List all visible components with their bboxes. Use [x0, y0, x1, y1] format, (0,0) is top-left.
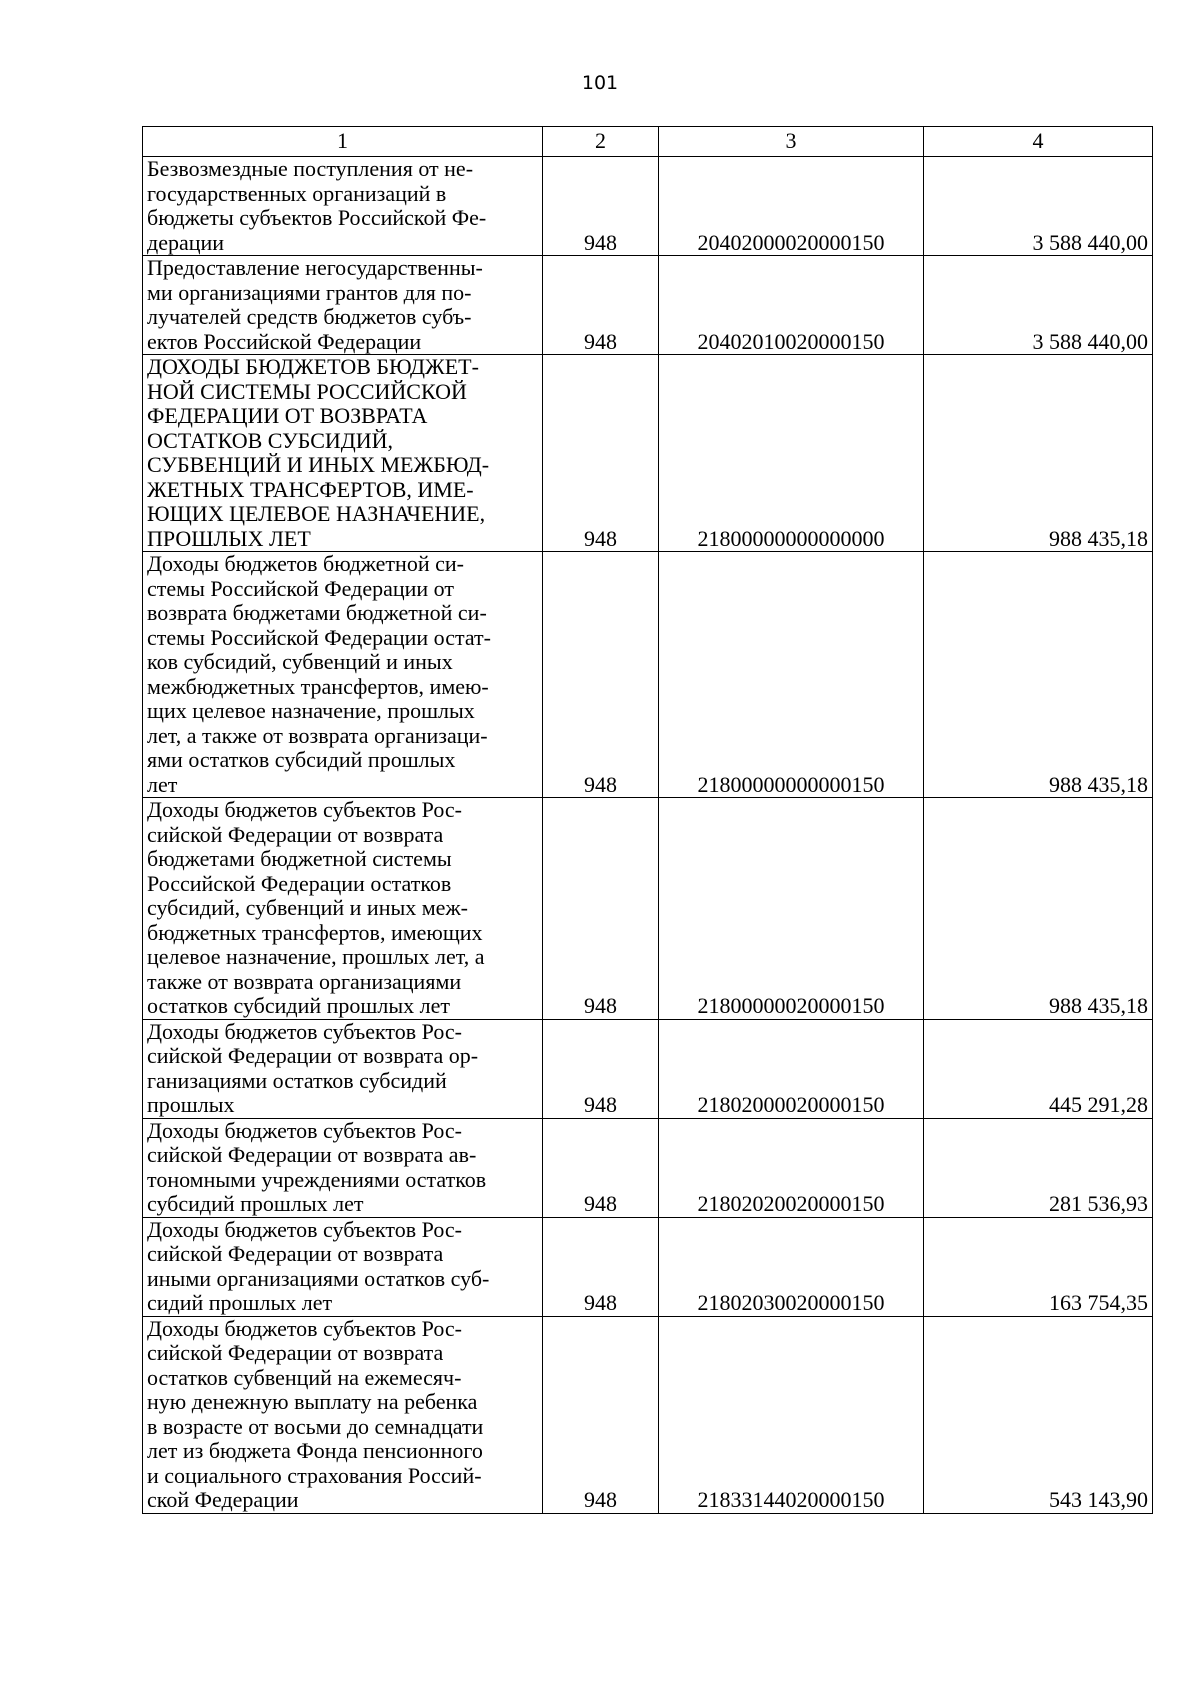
table-row	[143, 1118, 1153, 1217]
budget-code-cell: 21800000000000000	[659, 355, 924, 552]
table-row	[143, 552, 1153, 798]
revenue-name-line: сийской Федерации от возврата ав-	[147, 1142, 477, 1167]
revenue-name-cell	[143, 355, 543, 552]
revenue-name-line: ДОХОДЫ БЮДЖЕТОВ БЮДЖЕТ-	[147, 354, 479, 379]
revenue-name-line: лучателей средств бюджетов субъ-	[147, 304, 472, 329]
page-number: 101	[581, 72, 619, 94]
revenue-name-line: сийской Федерации от возврата ор-	[147, 1043, 479, 1068]
revenue-name-line: ми организациями грантов для по-	[147, 279, 472, 305]
budget-code-cell: 20402010020000150	[659, 256, 924, 355]
column-header-3: 3	[659, 127, 924, 157]
revenue-name-line: тономными учреждениями остатков	[147, 1166, 487, 1192]
revenue-name-cell	[143, 1019, 543, 1118]
revenue-name-line: сидий прошлых лет	[147, 1290, 333, 1315]
revenue-name-line: государственных организаций в	[147, 180, 447, 206]
admin-code-cell: 948	[543, 1118, 659, 1217]
column-header-4: 4	[924, 127, 1153, 157]
revenue-name-line: межбюджетных трансфертов, имею-	[147, 673, 489, 699]
amount-cell: 3 588 440,00	[924, 256, 1153, 355]
revenue-name-line: сийской Федерации от возврата	[147, 821, 444, 847]
amount-cell: 163 754,35	[924, 1217, 1153, 1316]
amount-cell: 445 291,28	[924, 1019, 1153, 1118]
revenue-name-cell	[143, 1118, 543, 1217]
revenue-table	[142, 126, 1153, 1514]
revenue-name-line: субсидий прошлых лет	[147, 1191, 364, 1216]
budget-code-cell: 21802030020000150	[659, 1217, 924, 1316]
revenue-name-cell	[143, 1217, 543, 1316]
revenue-name-line: возврата бюджетами бюджетной си-	[147, 600, 487, 625]
table-body	[143, 157, 1153, 1514]
admin-code-cell: 948	[543, 1316, 659, 1513]
revenue-name-line: ЮЩИХ ЦЕЛЕВОЕ НАЗНАЧЕНИЕ,	[147, 501, 486, 526]
amount-cell: 543 143,90	[924, 1316, 1153, 1513]
table-header-row	[143, 127, 1153, 157]
revenue-name-line: ФЕДЕРАЦИИ ОТ ВОЗВРАТА	[147, 403, 428, 428]
revenue-name-line: ями остатков субсидий прошлых	[147, 747, 456, 772]
revenue-name-line: ской Федерации	[147, 1487, 299, 1512]
revenue-name-line: Доходы бюджетов бюджетной си-	[147, 551, 464, 576]
admin-code-cell: 948	[543, 355, 659, 552]
revenue-name-line: лет, а также от возврата организаци-	[147, 722, 488, 748]
budget-code-cell: 21833144020000150	[659, 1316, 924, 1513]
table-row	[143, 1217, 1153, 1316]
revenue-name-line: также от возврата организациями	[147, 968, 462, 994]
budget-code-cell: 21802000020000150	[659, 1019, 924, 1118]
revenue-name-line: прошлых	[147, 1092, 235, 1117]
revenue-name-line: сийской Федерации от возврата	[147, 1340, 444, 1365]
admin-code-cell: 948	[543, 256, 659, 355]
revenue-name-line: ную денежную выплату на ребенка	[147, 1389, 478, 1414]
revenue-name-cell	[143, 1316, 543, 1513]
admin-code-cell: 948	[543, 157, 659, 256]
revenue-name-line: иными организациями остатков суб-	[147, 1265, 490, 1291]
revenue-name-line: ОСТАТКОВ СУБСИДИЙ,	[147, 427, 394, 453]
revenue-name-line: дерации	[147, 229, 225, 255]
revenue-name-line: НОЙ СИСТЕМЫ РОССИЙСКОЙ	[147, 378, 467, 404]
table-row	[143, 157, 1153, 256]
budget-code-cell: 20402000020000150	[659, 157, 924, 256]
admin-code-cell: 948	[543, 1019, 659, 1118]
revenue-name-cell	[143, 157, 543, 256]
amount-cell: 988 435,18	[924, 552, 1153, 798]
revenue-name-line: целевое назначение, прошлых лет, а	[147, 944, 485, 969]
revenue-name-line: Доходы бюджетов субъектов Рос-	[147, 1117, 462, 1143]
budget-code-cell: 21802020020000150	[659, 1118, 924, 1217]
revenue-name-line: остатков субсидий прошлых лет	[147, 993, 450, 1018]
revenue-name-line: ЖЕТНЫХ ТРАНСФЕРТОВ, ИМЕ-	[147, 476, 474, 502]
revenue-name-line: Предоставление негосударственны-	[147, 255, 483, 280]
revenue-name-line: щих целевое назначение, прошлых	[147, 698, 475, 723]
revenue-name-cell	[143, 798, 543, 1020]
admin-code-cell: 948	[543, 552, 659, 798]
revenue-name-line: ков субсидий, субвенций и иных	[147, 649, 453, 674]
revenue-name-cell	[143, 552, 543, 798]
revenue-name-line: и социального страхования Россий-	[147, 1462, 482, 1488]
table-row	[143, 355, 1153, 552]
revenue-name-line: СУБВЕНЦИЙ И ИНЫХ МЕЖБЮД-	[147, 452, 490, 477]
table-row	[143, 798, 1153, 1020]
table-row	[143, 1316, 1153, 1513]
admin-code-cell: 948	[543, 798, 659, 1020]
revenue-name-line: сийской Федерации от возврата	[147, 1241, 444, 1266]
revenue-name-line: лет из бюджета Фонда пенсионного	[147, 1438, 483, 1463]
revenue-name-line: бюджетами бюджетной системы	[147, 846, 452, 871]
table-row	[143, 256, 1153, 355]
revenue-name-line: Безвозмездные поступления от не-	[147, 156, 474, 181]
amount-cell: 988 435,18	[924, 355, 1153, 552]
revenue-name-line: субсидий, субвенций и иных меж-	[147, 895, 468, 920]
revenue-name-cell	[143, 256, 543, 355]
amount-cell: 3 588 440,00	[924, 157, 1153, 256]
revenue-name-line: Доходы бюджетов субъектов Рос-	[147, 1315, 462, 1341]
column-header-2: 2	[543, 127, 659, 157]
budget-code-cell: 21800000000000150	[659, 552, 924, 798]
budget-code-cell: 21800000020000150	[659, 798, 924, 1020]
revenue-name-line: Российской Федерации остатков	[147, 870, 452, 896]
revenue-name-line: бюджеты субъектов Российской Фе-	[147, 205, 487, 230]
revenue-name-line: Доходы бюджетов субъектов Рос-	[147, 1216, 462, 1242]
revenue-name-line: ПРОШЛЫХ ЛЕТ	[147, 525, 311, 551]
revenue-name-line: стемы Российской Федерации от	[147, 575, 454, 601]
column-header-1: 1	[143, 127, 543, 157]
revenue-name-line: остатков субвенций на ежемесяч-	[147, 1364, 462, 1390]
table-row	[143, 1019, 1153, 1118]
revenue-name-line: ганизациями остатков субсидий	[147, 1067, 447, 1093]
admin-code-cell: 948	[543, 1217, 659, 1316]
revenue-name-line: стемы Российской Федерации остат-	[147, 624, 491, 650]
revenue-name-line: лет	[147, 771, 178, 797]
revenue-name-line: Доходы бюджетов субъектов Рос-	[147, 1018, 462, 1044]
amount-cell: 988 435,18	[924, 798, 1153, 1020]
revenue-name-line: ектов Российской Федерации	[147, 328, 422, 354]
revenue-name-line: в возрасте от восьми до семнадцати	[147, 1413, 484, 1439]
revenue-name-line: бюджетных трансфертов, имеющих	[147, 919, 483, 945]
amount-cell: 281 536,93	[924, 1118, 1153, 1217]
revenue-name-line: Доходы бюджетов субъектов Рос-	[147, 797, 462, 822]
